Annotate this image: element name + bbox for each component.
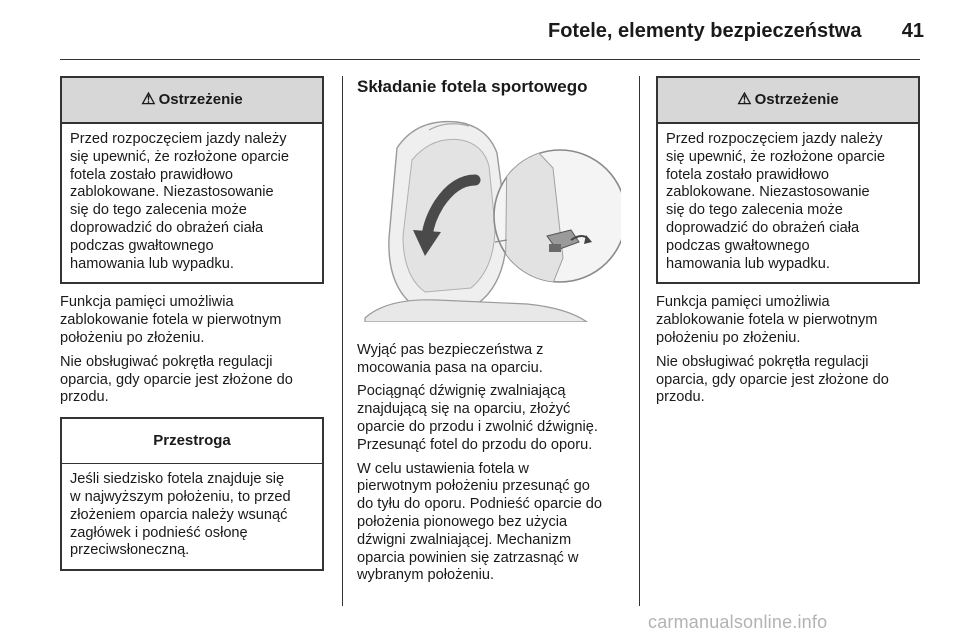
text-line: oparcie do przodu i zwolnić dźwignię. xyxy=(357,418,598,435)
text-line: wybranym położeniu. xyxy=(357,567,495,584)
header-rule xyxy=(60,59,920,60)
text-line: przeciwsłoneczną. xyxy=(70,542,190,559)
text-line: do tyłu do oporu. Podnieść oparcie do xyxy=(357,496,603,513)
text-line: w najwyższym położeniu, to przed xyxy=(70,488,291,505)
text-line: fotela zostało prawidłowo xyxy=(666,166,830,183)
text-line: mocowania pasa na oparciu. xyxy=(357,359,543,376)
warning-box-body xyxy=(62,124,322,282)
column-divider-left xyxy=(342,76,343,606)
paragraph-knob xyxy=(60,354,324,407)
text-line: się upewnić, że rozłożone oparcie xyxy=(70,148,290,165)
text-line: zablokowanie fotela w pierwotnym xyxy=(656,312,878,329)
caution-box-body xyxy=(62,464,322,569)
caution-box-title: Przestroga xyxy=(153,432,231,450)
text-line: podczas gwałtownego xyxy=(666,237,810,254)
warning-triangle-icon: ⚠ xyxy=(737,91,752,109)
paragraph-lever xyxy=(357,383,625,454)
text-line: Przed rozpoczęciem jazdy należy xyxy=(666,131,883,147)
text-line: złożeniem oparcia należy wsunąć xyxy=(70,506,288,523)
watermark: carmanualsonline.info xyxy=(648,612,828,632)
text-line: Pociągnąć dźwignię zwalniającą xyxy=(357,383,566,400)
caution-box xyxy=(60,417,324,571)
text-line: hamowania lub wypadku. xyxy=(70,255,234,272)
text-line: Nie obsługiwać pokrętła regulacji xyxy=(656,353,869,370)
text-line: doprowadzić do obrażeń ciała xyxy=(70,219,264,236)
warning-triangle-icon: ⚠ xyxy=(141,91,156,109)
paragraph-memory xyxy=(656,294,920,347)
text-line: doprowadzić do obrażeń ciała xyxy=(666,219,860,236)
page-header-title: Fotele, elementy bezpieczeństwa xyxy=(548,20,862,42)
paragraph-memory xyxy=(60,294,324,347)
warning-box-title: Ostrzeżenie xyxy=(754,91,839,109)
text-line: znajdującą się na oparciu, złożyć xyxy=(357,401,571,418)
text-line: położeniu po złożeniu. xyxy=(656,329,801,346)
column-right xyxy=(656,76,920,413)
warning-box xyxy=(60,76,324,284)
paragraph-restore xyxy=(357,461,625,586)
caution-box-header xyxy=(62,419,322,464)
text-line: się upewnić, że rozłożone oparcie xyxy=(666,148,886,165)
text-line: przodu. xyxy=(656,389,705,406)
text-line: zablokowane. Niezastosowanie xyxy=(666,184,870,201)
text-line: się do tego zalecenia może xyxy=(666,202,843,219)
section-title: Składanie fotela sportowego xyxy=(357,77,588,96)
text-line: oparcia, gdy oparcie jest złożone do xyxy=(60,371,293,388)
text-line: Jeśli siedzisko fotela znajduje się xyxy=(70,471,285,488)
text-line: oparcia, gdy oparcie jest złożone do xyxy=(656,371,889,388)
warning-box-header xyxy=(658,78,918,124)
column-left xyxy=(60,76,324,571)
text-line: położenia pionowego bez użycia xyxy=(357,513,568,530)
paragraph-knob xyxy=(656,354,920,407)
text-line: Przed rozpoczęciem jazdy należy xyxy=(70,131,287,147)
text-line: W celu ustawienia fotela w xyxy=(357,460,529,477)
text-line: oparcia powinien się zatrzasnąć w xyxy=(357,549,579,566)
text-line: Funkcja pamięci umożliwia xyxy=(60,294,234,311)
text-line: hamowania lub wypadku. xyxy=(666,255,830,272)
warning-box-title: Ostrzeżenie xyxy=(158,91,243,109)
warning-box-header xyxy=(62,78,322,124)
seat-folding-illustration xyxy=(357,108,621,322)
text-line: dźwigni zwalniającej. Mechanizm xyxy=(357,531,572,548)
text-line: fotela zostało prawidłowo xyxy=(70,166,234,183)
page-number: 41 xyxy=(901,20,924,42)
paragraph-belt xyxy=(357,342,625,378)
text-line: podczas gwałtownego xyxy=(70,237,214,254)
column-middle xyxy=(357,76,625,591)
text-line: pierwotnym położeniu przesunąć go xyxy=(357,478,590,495)
text-line: przodu. xyxy=(60,389,109,406)
text-line: Wyjąć pas bezpieczeństwa z xyxy=(357,341,544,358)
column-divider-right xyxy=(639,76,640,606)
text-line: zagłówek i podnieść osłonę xyxy=(70,524,248,541)
warning-box-body xyxy=(658,124,918,282)
warning-box xyxy=(656,76,920,284)
text-line: zablokowane. Niezastosowanie xyxy=(70,184,274,201)
text-line: położeniu po złożeniu. xyxy=(60,329,205,346)
text-line: Nie obsługiwać pokrętła regulacji xyxy=(60,353,273,370)
text-line: się do tego zalecenia może xyxy=(70,202,247,219)
text-line: zablokowanie fotela w pierwotnym xyxy=(60,312,282,329)
text-line: Funkcja pamięci umożliwia xyxy=(656,294,830,311)
text-line: Przesunąć fotel do przodu do oporu. xyxy=(357,436,593,453)
